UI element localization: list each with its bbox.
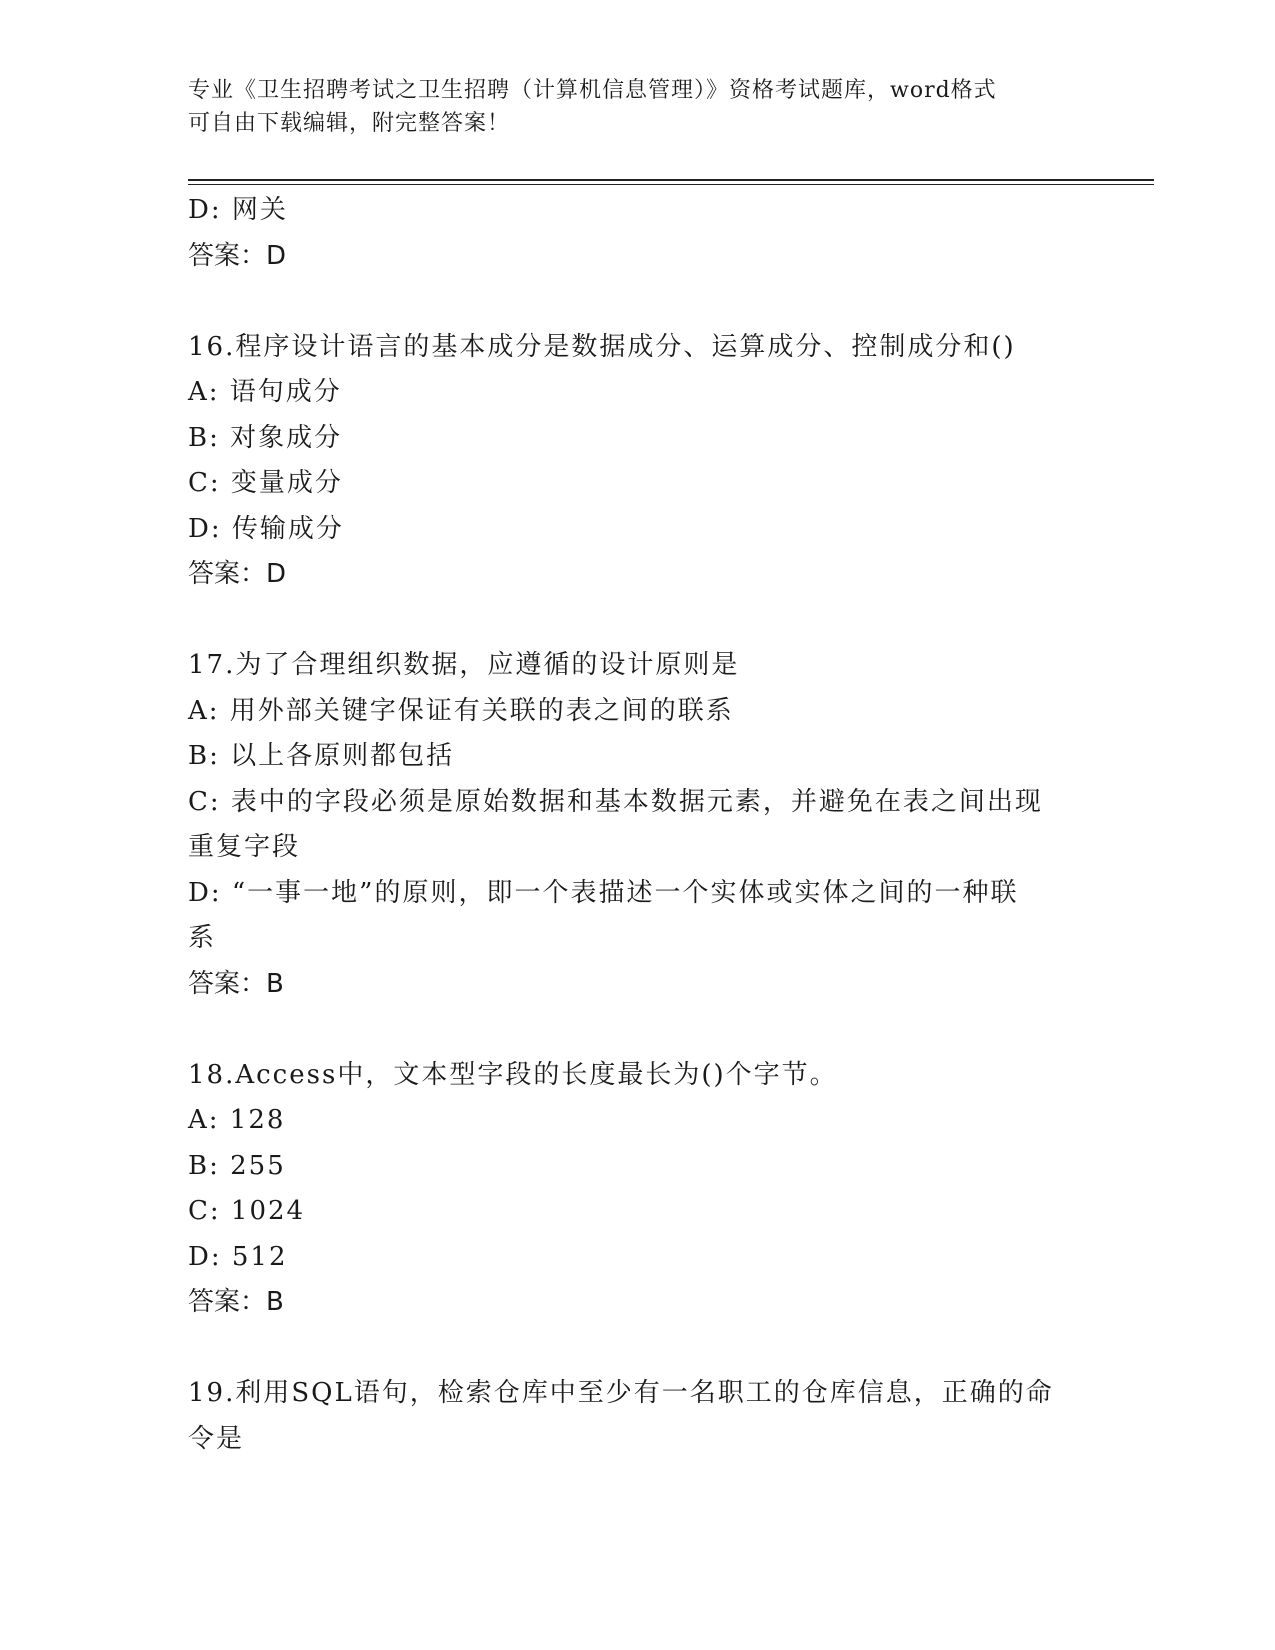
question-text-line-2: 令是: [188, 1423, 245, 1454]
option-d: D: 传输成分: [188, 513, 344, 544]
question-17: [188, 643, 1078, 1007]
answer-line: 答案：B: [188, 1287, 284, 1317]
question-18: [188, 1053, 1078, 1326]
answer-line: 答案：D: [188, 240, 287, 271]
option-d: D: 网关: [188, 195, 288, 225]
option-c-line-1: C: 表中的字段必须是原始数据和基本数据元素，并避免在表之间出现: [188, 786, 1043, 817]
option-d-line-2: 系: [188, 923, 217, 953]
spacer: [188, 1007, 1078, 1053]
option-c: C: 1024: [188, 1196, 306, 1226]
header-rule-thin: [188, 184, 1154, 185]
question-text-line-1: 19.利用SQL语句，检索仓库中至少有一名职工的仓库信息，正确的命: [188, 1378, 1054, 1408]
question-text: 18.Access中，文本型字段的长度最长为()个字节。: [188, 1059, 838, 1090]
option-d-line-1: D: “一事一地”的原则，即一个表描述一个实体或实体之间的一种联: [188, 877, 1019, 908]
option-c: C: 变量成分: [188, 468, 343, 498]
option-a: A: 128: [188, 1105, 286, 1135]
option-c-line-2: 重复字段: [188, 832, 301, 862]
answer-line: 答案：D: [188, 559, 287, 589]
spacer: [188, 598, 1078, 644]
question-text: 17.为了合理组织数据，应遵循的设计原则是: [188, 650, 740, 680]
header-line-2: 可自由下载编辑，附完整答案！: [188, 111, 511, 136]
question-text: 16.程序设计语言的基本成分是数据成分、运算成分、控制成分和(): [188, 331, 1016, 362]
question-15-continued: [188, 188, 1078, 279]
option-a: A: 语句成分: [188, 377, 342, 407]
spacer: [188, 279, 1078, 325]
option-d: D: 512: [188, 1241, 288, 1272]
option-b: B: 以上各原则都包括: [188, 741, 455, 771]
option-b: B: 255: [188, 1150, 286, 1181]
option-b: B: 对象成分: [188, 422, 343, 453]
document-header: [188, 74, 1068, 140]
header-rule-thick: [188, 179, 1154, 181]
spacer: [188, 1326, 1078, 1372]
answer-line: 答案：B: [188, 968, 284, 999]
question-16: [188, 325, 1078, 598]
header-line-1: 专业《卫生招聘考试之卫生招聘（计算机信息管理）》资格考试题库，word格式: [188, 78, 997, 103]
question-19: [188, 1371, 1078, 1462]
question-list: [188, 188, 1078, 1462]
option-a: A: 用外部关键字保证有关联的表之间的联系: [188, 695, 734, 726]
